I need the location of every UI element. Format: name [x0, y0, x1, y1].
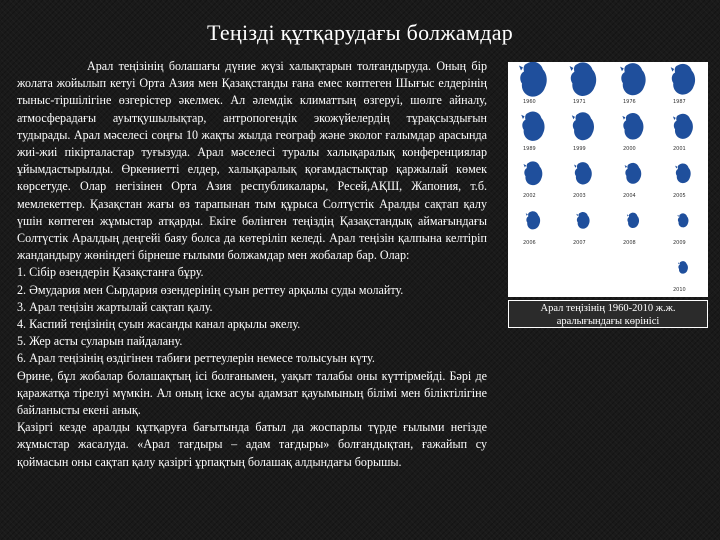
- year-label: 2003: [573, 193, 586, 199]
- aral-sea-map-1960: [519, 62, 547, 97]
- aral-sea-map-2009: [677, 213, 688, 227]
- sea-shape: [521, 112, 544, 141]
- year-label: 1989: [523, 146, 536, 152]
- year-label: 2007: [573, 240, 586, 246]
- year-label: 2004: [623, 193, 636, 199]
- sea-shape: [570, 62, 597, 96]
- aral-sea-map-2003: [574, 162, 592, 184]
- year-label: 2001: [673, 146, 686, 152]
- list-item: 6. Арал теңізінің өздігінен табиғи реттеулерін немесе толысуын күту.: [17, 351, 375, 366]
- sea-shape: [572, 112, 594, 140]
- aral-sea-map-2005: [675, 164, 691, 184]
- figure-caption: Арал теңізінің 1960-2010 ж.ж. аралығындағы көрінісі: [508, 300, 708, 328]
- sea-shape: [519, 62, 547, 97]
- sea-shape: [675, 164, 691, 184]
- sea-shape: [574, 162, 592, 184]
- aral-sea-map-2010: [678, 261, 688, 274]
- sea-shape: [678, 261, 688, 274]
- year-label: 1999: [573, 146, 586, 152]
- year-label: 2000: [623, 146, 636, 152]
- year-label: 1976: [623, 99, 636, 105]
- year-label: 2010: [673, 287, 686, 293]
- year-label: 2002: [523, 193, 536, 199]
- body-text: [17, 58, 487, 471]
- aral-sea-map-2000: [622, 113, 643, 140]
- sea-shape: [627, 213, 639, 228]
- list-item: 2. Әмудария мен Сырдария өзендерінің суын реттеу арқылы суды молайту.: [17, 282, 404, 297]
- sea-shape: [576, 212, 589, 229]
- paragraph-final: Қазіргі кезде аралды құтқаруға бағытында батыл да жоспарлы түрде ғылыми негізде жұмыстар жасалуда. «Арал тағдыры – адам тағдыры» болғандықтан, ғажайып су қоймасын оны сақтап қалу қазіргі ұрпақтың болашақ алдындағы борышы.: [17, 420, 487, 469]
- aral-sea-map-2007: [576, 212, 589, 229]
- aral-sea-map-2002: [523, 161, 542, 185]
- aral-sea-map-1989: [521, 112, 544, 141]
- year-label: 2009: [673, 240, 686, 246]
- paragraph-conclusion: Өрине, бұл жобалар болашақтың ісі болғанымен, уақыт талабы оны күттірмейді. Бәрі де қаражатқа тірелуі мүмкін. Ал оның іске асуы адамзат қауымының білімі мен біліктілігіне байланысты екені анық.: [17, 368, 487, 418]
- aral-sea-map-2001: [673, 114, 693, 139]
- paragraph-intro: Арал теңізінің болашағы дүние жүзі халықтарын толғандыруда. Оның бір жолата жойылып кетуі Орта Азия мен Қазақстанды ғана емес көптеген Шығыс елдерінің тыныс-тіршілігіне өзгерістер әкелмек. Ал әлемдік климаттың өзгеруі, шөлге айналу, атмосферадағы ауытқушылықтар, антропогендік экожүйелердің тұрақсыздығын тудырады. Арал мәселесі соңғы 10 жақты жылда географ және эколог ғалымдар арасында жиі-жиі пікірталастар туғызуда. Арал мәселесі туралы халықаралық конференциялар ұйымдастырылды. Өркениетті елдер, халықаралық қоғамдастықтар қаржылай көмек көрсетуде. Олар негізінен Орта Азия республикалары, Ресей,АҚШ, Жапония, т.б. мемлекеттер. Қазақстан жағы өз тарапынан тым құрыса Солтүстік Аралды сақтап қалу үшін көптеген жұмыстар атқарды. Екіге бөлінген теңіздің Қазақстандық аймағындағы Солтүстік Аралдың деңгейі баяу болса да көтеріліп келеді. Арал теңізін қалпына келтіріп жандандыру жөніндегі бірнеше ғылыми болжамдар мен жобалар бар. Олар:: [17, 59, 487, 263]
- sea-shape: [622, 113, 643, 140]
- year-label: 2006: [523, 240, 536, 246]
- aral-sea-map-2008: [627, 213, 639, 228]
- year-label: 2005: [673, 193, 686, 199]
- list-item: 4. Каспий теңізінің суын жасанды канал арқылы әкелу.: [17, 317, 301, 332]
- sea-shape: [677, 213, 688, 227]
- aral-sea-map-1971: [570, 62, 597, 96]
- aral-sea-figure: [508, 62, 708, 297]
- sea-shape: [671, 64, 695, 95]
- sea-shape: [625, 163, 642, 184]
- aral-sea-map-1976: [620, 63, 646, 95]
- sea-shape: [620, 63, 646, 95]
- list-item: 1. Сібір өзендерін Қазақстанға бұру.: [17, 265, 204, 280]
- aral-sea-map-1999: [572, 112, 594, 140]
- aral-sea-maps: [508, 62, 708, 297]
- aral-sea-map-1987: [671, 64, 695, 95]
- sea-shape: [526, 211, 540, 229]
- aral-sea-map-2004: [625, 163, 642, 184]
- aral-sea-map-2006: [526, 211, 540, 229]
- year-label: 2008: [623, 240, 636, 246]
- page-title: Теңізді құтқарудағы болжамдар: [206, 20, 514, 45]
- sea-shape: [523, 161, 542, 185]
- list-item: 3. Арал теңізін жартылай сақтап қалу.: [17, 299, 213, 314]
- year-label: 1960: [523, 99, 536, 105]
- list-item: 5. Жер асты суларын пайдалану.: [17, 334, 183, 349]
- year-label: 1971: [573, 99, 586, 105]
- year-label: 1987: [673, 99, 686, 105]
- sea-shape: [673, 114, 693, 139]
